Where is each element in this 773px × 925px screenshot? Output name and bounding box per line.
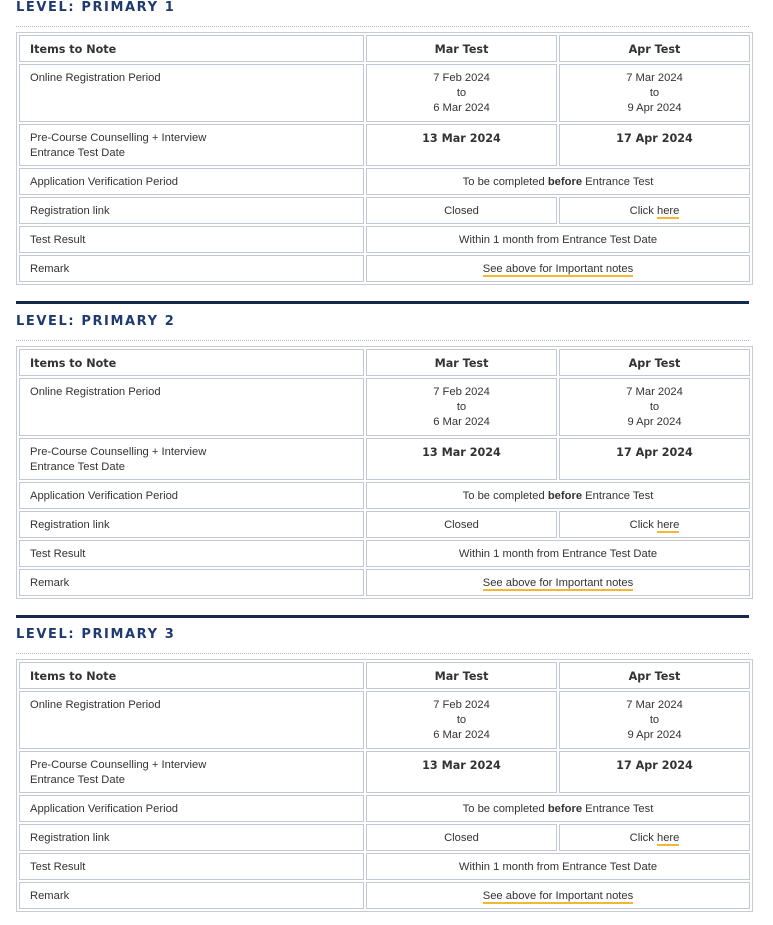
table-row <box>19 197 750 224</box>
period-start: 7 Feb 2024 <box>433 72 490 84</box>
table-row <box>19 226 750 253</box>
period-start: 7 Feb 2024 <box>433 386 490 398</box>
period-to: to <box>649 87 660 99</box>
label-line: Entrance Test Date <box>30 147 125 159</box>
level-info-table <box>16 32 753 285</box>
table-row <box>19 795 750 822</box>
table-row <box>19 691 750 749</box>
apr-entrance-test-date: 17 Apr 2024 <box>559 751 750 793</box>
apr-registration-link-cell <box>559 824 750 851</box>
period-end: 9 Apr 2024 <box>627 102 682 114</box>
row-label: Application Verification Period <box>19 168 364 195</box>
period-start: 7 Mar 2024 <box>626 386 683 398</box>
row-label <box>19 751 364 793</box>
mar-registration-status: Closed <box>366 197 557 224</box>
text-segment: Entrance Test <box>585 490 654 502</box>
test-result-value: Within 1 month from Entrance Test Date <box>366 226 750 253</box>
period-to: to <box>456 714 467 726</box>
row-label: Online Registration Period <box>19 691 364 749</box>
important-notes-link[interactable]: See above for Important notes <box>482 577 634 589</box>
table-row <box>19 124 750 166</box>
row-label: Registration link <box>19 197 364 224</box>
period-end: 6 Mar 2024 <box>433 102 490 114</box>
level-title: LEVEL: PRIMARY 2 <box>16 314 176 329</box>
mar-entrance-test-date: 13 Mar 2024 <box>366 438 557 480</box>
remark-value <box>366 882 750 909</box>
mar-entrance-test-date: 13 Mar 2024 <box>366 124 557 166</box>
label-line: Pre-Course Counselling + Interview <box>30 446 207 458</box>
table-row <box>19 853 750 880</box>
header-items-to-note: Items to Note <box>19 35 364 62</box>
table-row <box>19 569 750 596</box>
period-to: to <box>649 401 660 413</box>
mar-entrance-test-date: 13 Mar 2024 <box>366 751 557 793</box>
table-header-row <box>19 349 750 376</box>
period-start: 7 Feb 2024 <box>433 699 490 711</box>
remark-value <box>366 255 750 282</box>
row-label: Registration link <box>19 824 364 851</box>
table-row <box>19 64 750 122</box>
row-label: Online Registration Period <box>19 378 364 436</box>
row-label: Registration link <box>19 511 364 538</box>
text-segment: To be completed <box>462 490 545 502</box>
text-segment: Click <box>629 832 654 844</box>
header-items-to-note: Items to Note <box>19 662 364 689</box>
label-line: Pre-Course Counselling + Interview <box>30 759 207 771</box>
text-segment-bold: before <box>547 490 583 502</box>
text-segment: To be completed <box>462 176 545 188</box>
important-notes-link[interactable]: See above for Important notes <box>482 263 634 275</box>
row-label: Online Registration Period <box>19 64 364 122</box>
registration-link[interactable]: here <box>656 205 680 217</box>
table-row <box>19 751 750 793</box>
row-label: Test Result <box>19 540 364 567</box>
remark-value <box>366 569 750 596</box>
mar-registration-period <box>366 691 557 749</box>
text-segment: Entrance Test <box>585 803 654 815</box>
table-row <box>19 882 750 909</box>
table-header-row <box>19 35 750 62</box>
table-row <box>19 378 750 436</box>
text-segment: Click <box>629 205 654 217</box>
period-to: to <box>456 87 467 99</box>
header-apr-test: Apr Test <box>559 662 750 689</box>
text-segment: Click <box>629 519 654 531</box>
row-label <box>19 438 364 480</box>
table-row <box>19 438 750 480</box>
verification-value <box>366 168 750 195</box>
period-end: 6 Mar 2024 <box>433 729 490 741</box>
apr-registration-link-cell <box>559 511 750 538</box>
test-result-value: Within 1 month from Entrance Test Date <box>366 853 750 880</box>
period-end: 9 Apr 2024 <box>627 416 682 428</box>
period-to: to <box>649 714 660 726</box>
important-notes-link[interactable]: See above for Important notes <box>482 890 634 902</box>
row-label: Remark <box>19 882 364 909</box>
label-line: Entrance Test Date <box>30 774 125 786</box>
table-row <box>19 540 750 567</box>
table-row <box>19 255 750 282</box>
registration-link[interactable]: here <box>656 832 680 844</box>
row-label <box>19 124 364 166</box>
header-mar-test: Mar Test <box>366 662 557 689</box>
text-segment: Entrance Test <box>585 176 654 188</box>
header-mar-test: Mar Test <box>366 349 557 376</box>
apr-registration-period <box>559 64 750 122</box>
title-divider <box>16 340 749 341</box>
test-result-value: Within 1 month from Entrance Test Date <box>366 540 750 567</box>
row-label: Test Result <box>19 853 364 880</box>
apr-registration-period <box>559 378 750 436</box>
table-row <box>19 168 750 195</box>
table-header-row <box>19 662 750 689</box>
table-row <box>19 511 750 538</box>
header-mar-test: Mar Test <box>366 35 557 62</box>
apr-registration-period <box>559 691 750 749</box>
period-end: 9 Apr 2024 <box>627 729 682 741</box>
mar-registration-status: Closed <box>366 824 557 851</box>
header-apr-test: Apr Test <box>559 349 750 376</box>
row-label: Remark <box>19 569 364 596</box>
period-to: to <box>456 401 467 413</box>
mar-registration-status: Closed <box>366 511 557 538</box>
verification-value <box>366 482 750 509</box>
level-title: LEVEL: PRIMARY 1 <box>16 0 176 15</box>
title-divider <box>16 26 749 27</box>
label-line: Entrance Test Date <box>30 461 125 473</box>
header-apr-test: Apr Test <box>559 35 750 62</box>
text-segment: To be completed <box>462 803 545 815</box>
apr-entrance-test-date: 17 Apr 2024 <box>559 124 750 166</box>
row-label: Application Verification Period <box>19 482 364 509</box>
row-label: Test Result <box>19 226 364 253</box>
period-start: 7 Mar 2024 <box>626 699 683 711</box>
level-info-table <box>16 346 753 599</box>
row-label: Application Verification Period <box>19 795 364 822</box>
verification-value <box>366 795 750 822</box>
level-title: LEVEL: PRIMARY 3 <box>16 627 176 642</box>
mar-registration-period <box>366 64 557 122</box>
period-end: 6 Mar 2024 <box>433 416 490 428</box>
title-divider <box>16 653 749 654</box>
section-divider <box>16 301 749 304</box>
table-row <box>19 824 750 851</box>
period-start: 7 Mar 2024 <box>626 72 683 84</box>
registration-link[interactable]: here <box>656 519 680 531</box>
label-line: Pre-Course Counselling + Interview <box>30 132 207 144</box>
table-row <box>19 482 750 509</box>
text-segment-bold: before <box>547 176 583 188</box>
mar-registration-period <box>366 378 557 436</box>
row-label: Remark <box>19 255 364 282</box>
apr-entrance-test-date: 17 Apr 2024 <box>559 438 750 480</box>
level-info-table <box>16 659 753 912</box>
text-segment-bold: before <box>547 803 583 815</box>
apr-registration-link-cell <box>559 197 750 224</box>
header-items-to-note: Items to Note <box>19 349 364 376</box>
section-divider <box>16 615 749 618</box>
